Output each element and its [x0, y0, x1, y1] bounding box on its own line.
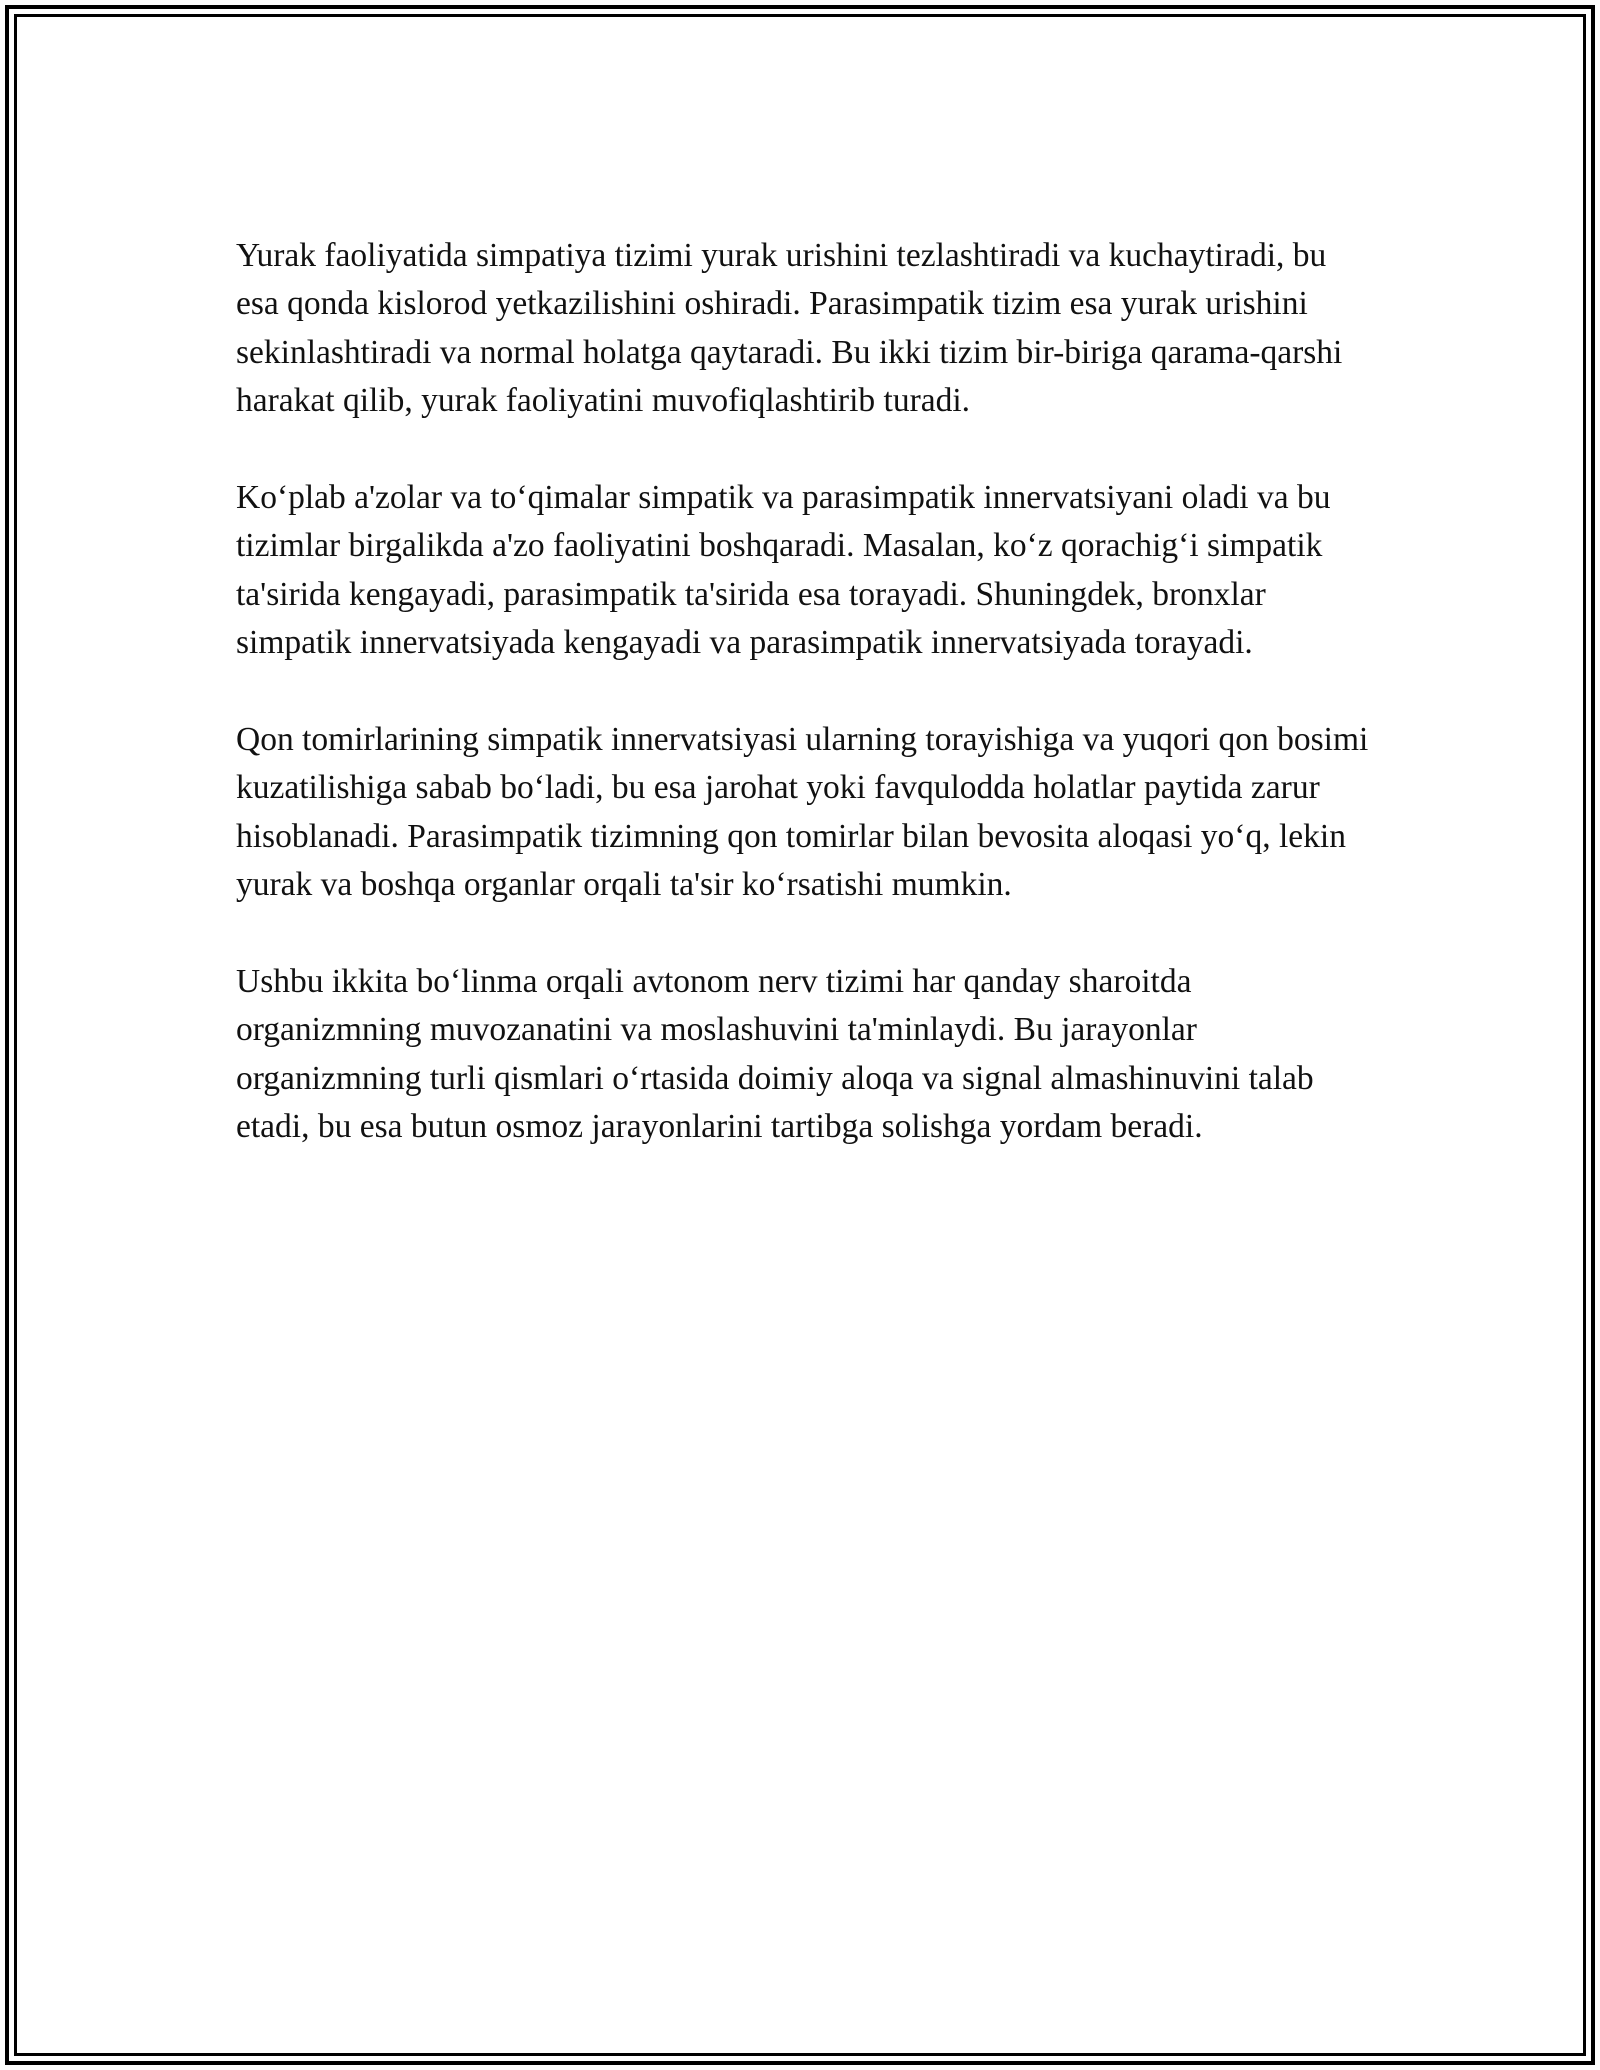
- document-body: [236, 232, 1376, 1152]
- paragraph-organ-innervation: Koʻplab a'zolar va toʻqimalar simpatik va parasimpatik innervatsiyani oladi va bu tizimlar birgalikda a'zo faoliyatini boshqaradi. Masalan, koʻz qorachigʻi simpatik ta'sirida kengayadi, parasimpatik ta'sirida esa torayadi. Shuningdek, bronxlar simpatik innervatsiyada kengayadi va parasimpatik innervatsiyada torayadi.: [236, 479, 1331, 662]
- paragraph-heart-activity: Yurak faoliyatida simpatiya tizimi yurak urishini tezlashtiradi va kuchaytiradi, bu esa qonda kislorod yetkazilishini oshiradi. Parasimpatik tizim esa yurak urishini sekinlashtiradi va normal holatga qaytaradi. Bu ikki tizim bir-biriga qarama-qarshi harakat qilib, yurak faoliyatini muvofiqlashtirib turadi.: [236, 237, 1343, 420]
- paragraph-blood-vessels: Qon tomirlarining simpatik innervatsiyasi ularning torayishiga va yuqori qon bosimi kuzatilishiga sabab boʻladi, bu esa jarohat yoki favqulodda holatlar paytida zarur hisoblanadi. Parasimpatik tizimning qon tomirlar bilan bevosita aloqasi yoʻq, lekin yurak va boshqa organlar orqali ta'sir koʻrsatishi mumkin.: [236, 721, 1369, 904]
- paragraph-autonomic-balance: Ushbu ikkita boʻlinma orqali avtonom nerv tizimi har qanday sharoitda organizmning muvozanatini va moslashuvini ta'minlaydi. Bu jarayonlar organizmning turli qismlari oʻrtasida doimiy aloqa va signal almashinuvini talab etadi, bu esa butun osmoz jarayonlarini tartibga solishga yordam beradi.: [236, 963, 1314, 1146]
